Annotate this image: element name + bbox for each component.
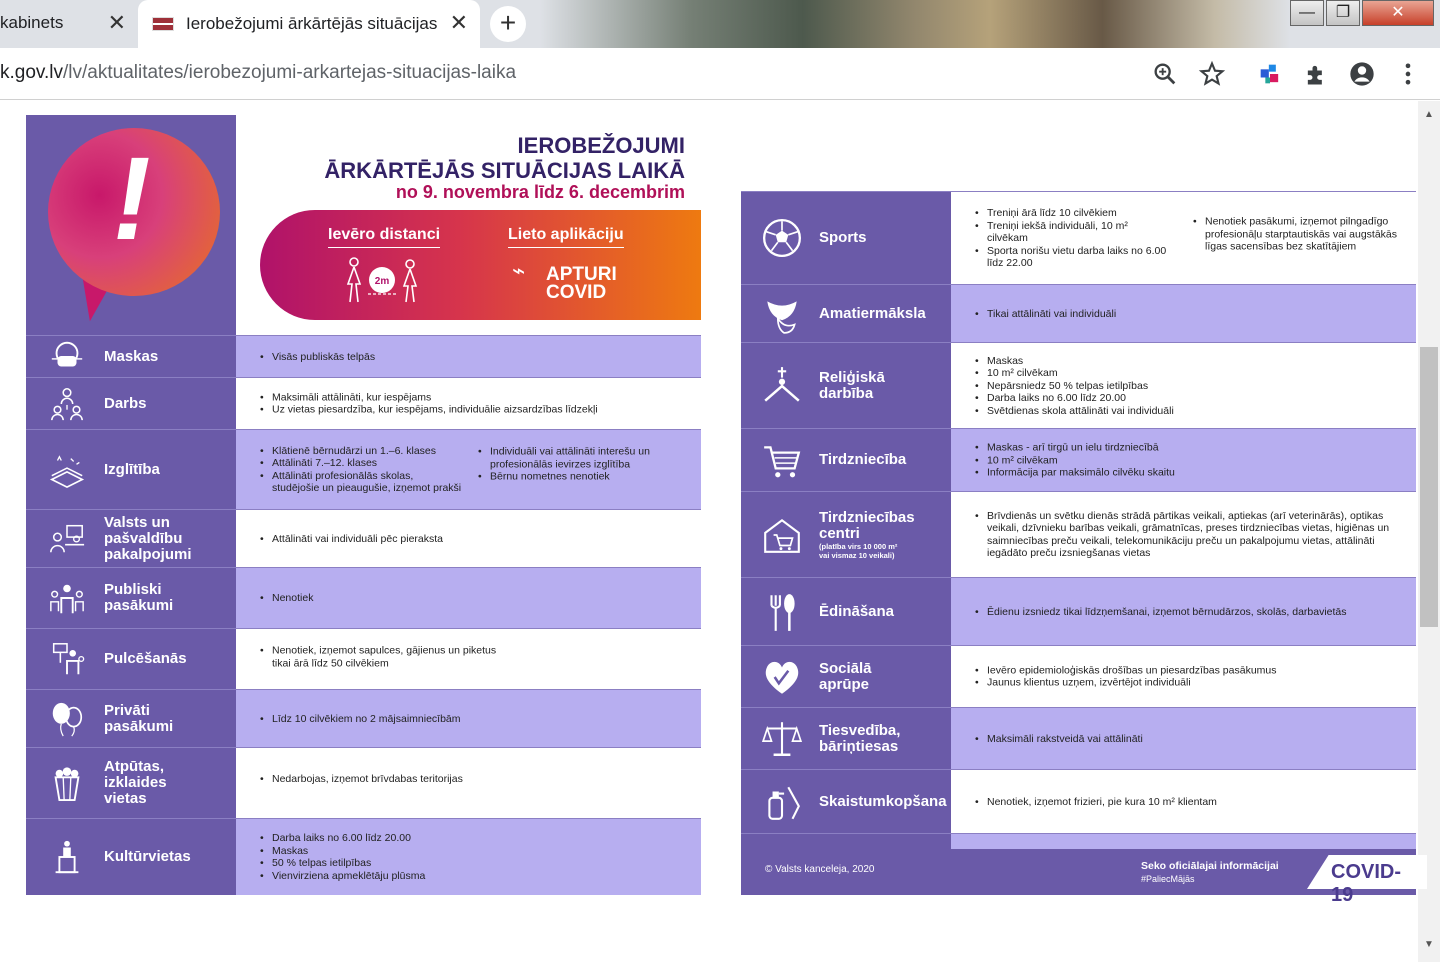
distance-people-icon — [342, 254, 422, 306]
tab-close-icon[interactable]: ✕ — [107, 10, 126, 35]
category-name: Darbs — [104, 394, 147, 412]
book-icon — [48, 451, 86, 489]
infographic-date-range: no 9. novembra līdz 6. decembrim — [395, 182, 685, 202]
url-host: k.gov.lv — [0, 62, 64, 83]
rule-list — [987, 605, 1347, 618]
rule-item: • Ievēro epidemioloģiskās drošības un piesardzības pasākumus — [987, 664, 1277, 677]
tab-close-icon[interactable]: ✕ — [449, 10, 468, 35]
advice-banner — [260, 210, 701, 320]
prayer-icon — [761, 365, 803, 407]
rule-item: • Treniņi ārā līdz 10 cilvēkiem — [987, 207, 1167, 220]
rule-item: • Nedarbojas, izņemot brīvdabas teritorijas — [272, 773, 463, 786]
row-publiski-pasakumi — [26, 567, 701, 628]
row-edinasana — [741, 577, 1416, 645]
rule-cell — [951, 646, 1416, 707]
category-cell — [741, 770, 951, 833]
scroll-down-icon[interactable]: ▼ — [1424, 939, 1434, 950]
tab-title: kabinets — [0, 13, 64, 32]
scroll-up-icon[interactable]: ▲ — [1424, 109, 1434, 120]
rule-item: • Tikai attālināti vai individuāli — [987, 307, 1116, 320]
category-cell — [26, 819, 236, 895]
rule-item: • Sporta norišu vietu darba laiks no 6.00 līdz 22.00 — [987, 244, 1167, 269]
tab-strip — [0, 0, 1440, 48]
rule-cell — [236, 430, 701, 509]
banner-distance-label: Ievēro distanci — [328, 226, 440, 248]
rule-list-2 — [490, 445, 680, 483]
balloons-icon — [48, 700, 86, 738]
rule-item: • Darba laiks no 6.00 līdz 20.00 — [272, 832, 425, 845]
extension-color-icon[interactable] — [1256, 60, 1284, 88]
rule-item: • Uz vietas piesardzība, kur iespējams, individuālie aizsardzības līdzekļi — [272, 404, 598, 417]
hashtag: #PaliecMājās — [1141, 874, 1195, 884]
category-name: Privāti pasākumi — [104, 701, 174, 735]
rule-cell — [236, 568, 701, 628]
rule-cell — [236, 378, 701, 429]
row-pulcesanas — [26, 628, 701, 689]
infographic-title-line2: ĀRKĀRTĒJĀS SITUĀCIJAS LAIKĀ — [324, 158, 685, 183]
row-spacer — [741, 833, 1416, 849]
workers-icon — [48, 385, 86, 423]
row-valsts-pakalpojumi — [26, 509, 701, 567]
category-name: Ēdināšana — [819, 602, 895, 620]
rule-item: • Nenotiek pasākumi, izņemot pilngadīgo profesionāļu starptautiskās vai augstākās līgas sacensības bez skatītājiem — [1205, 215, 1405, 253]
crowd-icon — [48, 579, 86, 617]
category-name: Atpūtas, izklaides vietas — [104, 758, 167, 807]
rule-list — [272, 592, 313, 605]
category-name: Tiesvedība, bāriņtiesas — [819, 721, 901, 755]
rule-list-2 — [1205, 215, 1405, 253]
cutlery-icon — [761, 591, 803, 633]
category-cell — [26, 430, 236, 509]
category-cell — [741, 285, 951, 342]
category-name: Skaistumkopšana — [819, 792, 947, 810]
rule-list — [272, 645, 502, 670]
page-scrollbar[interactable] — [1418, 101, 1440, 962]
apturi-covid-logo — [546, 266, 617, 302]
star-icon[interactable] — [1198, 60, 1226, 88]
rule-item: • Maksimāli rakstveidā vai attālināti — [987, 732, 1143, 745]
rule-list — [987, 207, 1167, 270]
rule-cell — [236, 510, 701, 567]
rule-cell — [236, 819, 701, 895]
rule-item: • Informācija par maksimālo cilvēku skaitu — [987, 466, 1175, 479]
category-cell — [26, 748, 236, 818]
rule-item: • Maskas — [987, 354, 1174, 367]
rule-item: • Maskas — [272, 845, 425, 858]
follow-text: Seko oficiālajai informācijai — [1141, 860, 1279, 872]
category-name: Tirdzniecība — [819, 451, 907, 468]
category-cell — [741, 708, 951, 769]
rule-list — [272, 773, 463, 786]
rule-item: • Maskas - arī tirgū un ielu tirdzniecībā — [987, 441, 1175, 454]
popcorn-icon — [48, 764, 86, 802]
zoom-icon[interactable] — [1151, 60, 1179, 88]
rule-cell — [951, 343, 1416, 428]
rule-cell — [236, 748, 701, 818]
row-skaistumkopsana — [741, 769, 1416, 833]
scales-icon — [761, 718, 803, 760]
tab-title: Ierobežojumi ārkārtējās situācijas — [186, 14, 438, 33]
covid19-logo: COVID-19 — [1331, 861, 1401, 906]
tab-kabinets[interactable] — [0, 0, 138, 48]
rule-item: • Nepārsniedz 50 % telpas ietilpības — [987, 379, 1174, 392]
category-cell — [741, 492, 951, 577]
covid-word: COVID — [546, 282, 607, 303]
rule-item: • Darba laiks no 6.00 līdz 20.00 — [987, 392, 1174, 405]
category-cell — [26, 336, 236, 377]
apturi-word: APTURI — [546, 264, 617, 285]
category-cell — [741, 429, 951, 491]
infographic-title-line1: IEROBEŽOJUMI — [517, 133, 685, 158]
rule-item: • Nenotiek, izņemot frizieri, pie kura 10 m² klientam — [987, 795, 1217, 808]
category-cell — [741, 192, 951, 284]
rule-cell — [951, 708, 1416, 769]
protest-icon — [48, 640, 86, 678]
rule-item: • 10 m² cilvēkam — [987, 367, 1174, 380]
category-title: Tirdzniecības centri — [819, 508, 915, 542]
row-amatiermaksla — [741, 284, 1416, 342]
row-darbs — [26, 377, 701, 429]
rule-cell — [236, 690, 701, 747]
rule-item: • Maksimāli attālināti, kur iespējams — [272, 391, 598, 404]
account-icon[interactable] — [1348, 60, 1376, 88]
banner-app-label: Lieto aplikāciju — [508, 226, 624, 248]
rule-list — [987, 354, 1174, 417]
row-sports — [741, 191, 1416, 284]
category-name: Valsts un pašvaldību pakalpojumi — [104, 513, 192, 563]
rule-item: • Nenotiek — [272, 592, 313, 605]
row-sociala-aprupe — [741, 645, 1416, 707]
rule-cell — [951, 429, 1416, 491]
rule-item: • 50 % telpas ietilpības — [272, 857, 425, 870]
row-tirdzniecibas-centri — [741, 491, 1416, 577]
rule-list — [272, 391, 598, 416]
rule-list — [272, 712, 461, 725]
row-privati-pasakumi — [26, 689, 701, 747]
rule-item: • Brīvdienās un svētku dienās strādā pārtikas veikali, aptiekas (arī veterinārās), optikas veikali, dzīvnieku barības veikali, grāmatnīcas, preses tirdzniecības vietas, higiēnas un saimniecības preču veikali, telekomunikāciju preču un pakalpojumu vietas, attālināti iegādāto preču izsniegšanas vietas — [987, 510, 1407, 560]
window-close-button[interactable]: ✕ — [1362, 0, 1434, 26]
address-bar — [0, 48, 1440, 100]
row-religiska-darbiba — [741, 342, 1416, 428]
category-cell — [26, 378, 236, 429]
category-name: Amatiermāksla — [819, 304, 926, 322]
rule-item: • Individuāli vai attālināti interešu un profesionālās ievirzes izglītība — [490, 445, 680, 470]
category-name: Publiski pasākumi — [104, 581, 174, 614]
distance-2m-label: 2m — [374, 276, 390, 287]
rule-list — [987, 664, 1277, 689]
rule-list — [272, 532, 443, 545]
category-cell — [26, 510, 236, 567]
shopping-cart-icon — [761, 439, 803, 481]
row-izglitiba — [26, 429, 701, 509]
rule-item: • Ēdienu izsniedz tikai līdzņemšanai, izņemot bērnudārzos, skolās, darbavietās — [987, 605, 1347, 618]
category-cell — [26, 690, 236, 747]
theatre-mask-icon — [761, 293, 803, 335]
url-field[interactable] — [0, 62, 516, 84]
tab-ierobezojumi[interactable] — [138, 0, 480, 48]
rule-item: • Vienvirziena apmeklētāju plūsma — [272, 870, 425, 883]
copyright: © Valsts kanceleja, 2020 — [765, 864, 875, 875]
category-name — [819, 510, 949, 560]
scroll-thumb[interactable] — [1420, 347, 1438, 627]
rule-item: • Nenotiek, izņemot sapulces, gājienus un piketus tikai ārā līdz 50 cilvēkiem — [272, 645, 502, 670]
category-name: Maskas — [104, 347, 159, 365]
category-cell — [741, 343, 951, 428]
category-subtitle: (platība virs 10 000 m² vai vismaz 10 veikali) — [819, 541, 898, 560]
category-name: Sociālā aprūpe — [819, 659, 872, 693]
url-path: /lv/aktualitates/ierobezojumi-arkartejas-situacijas-laika — [63, 62, 517, 83]
category-cell — [741, 646, 951, 707]
minimize-button[interactable]: — — [1290, 0, 1324, 26]
category-name: Izglītība — [104, 460, 160, 478]
rule-item: • Attālināti profesionālās skolas, studējošie un pieaugušie, izņemot prakši — [272, 470, 462, 495]
category-cell — [741, 578, 951, 645]
row-tiesvediba — [741, 707, 1416, 769]
rule-item: • Bērnu nometnes nenotiek — [490, 470, 680, 483]
rule-list — [272, 832, 425, 882]
monument-icon — [48, 838, 86, 876]
category-cell — [26, 629, 236, 689]
category-name: Sports — [819, 229, 867, 246]
exclamation-icon: ! — [101, 133, 165, 265]
category-name: Kultūrvietas — [104, 848, 191, 865]
new-tab-button[interactable]: + — [490, 6, 526, 42]
rule-item: • Svētdienas skola attālināti vai individuāli — [987, 404, 1174, 417]
rule-item: • Attālināti vai individuāli pēc pieraksta — [272, 532, 443, 545]
menu-icon[interactable] — [1394, 60, 1422, 88]
category-cell — [741, 834, 951, 849]
football-icon — [761, 217, 803, 259]
rule-list — [987, 441, 1175, 479]
row-tirdznieciba — [741, 428, 1416, 491]
puzzle-icon[interactable] — [1302, 60, 1330, 88]
row-atputas-vietas — [26, 747, 701, 818]
latvian-flag-icon — [152, 17, 174, 31]
rule-item: • Treniņi iekšā individuāli, 10 m² cilvēkam — [987, 219, 1167, 244]
rule-cell — [951, 192, 1416, 284]
rule-item: • Līdz 10 cilvēkiem no 2 mājsaimniecībām — [272, 712, 461, 725]
rule-item: • Attālināti 7.–12. klases — [272, 457, 462, 470]
row-maskas — [26, 335, 701, 377]
rule-item: • Visās publiskās telpās — [272, 350, 375, 363]
row-kulturvietas — [26, 818, 701, 895]
rule-item: • Jaunus klientus uzņem, izvērtējot individuāli — [987, 677, 1277, 690]
hair-spray-icon — [761, 781, 803, 823]
rule-cell — [951, 834, 1416, 849]
service-desk-icon — [48, 520, 86, 558]
category-name: Reliģiskā darbība — [819, 368, 885, 402]
rule-cell — [236, 336, 701, 377]
heart-hand-icon — [761, 656, 803, 698]
category-cell — [26, 568, 236, 628]
titlebar-background-photo — [540, 0, 1290, 48]
rule-cell — [236, 629, 701, 689]
rule-list — [987, 795, 1217, 808]
rule-cell — [951, 492, 1416, 577]
rule-list — [272, 445, 462, 495]
infographic-footer — [741, 849, 1416, 906]
shopping-mall-icon — [761, 514, 803, 556]
apturi-app-icon: ⌁ — [512, 258, 526, 283]
rule-cell — [951, 285, 1416, 342]
rule-list — [987, 732, 1143, 745]
rule-cell — [951, 578, 1416, 645]
rule-cell — [951, 770, 1416, 833]
rule-list — [987, 510, 1407, 560]
mask-icon — [48, 338, 86, 376]
rule-list — [272, 350, 375, 363]
follow-info — [1141, 860, 1279, 886]
maximize-button[interactable]: ❐ — [1326, 0, 1360, 26]
rule-item: • 10 m² cilvēkam — [987, 454, 1175, 467]
rule-item: • Klātienē bērnudārzi un 1.–6. klases — [272, 445, 462, 458]
rule-list — [987, 307, 1116, 320]
category-name: Pulcēšanās — [104, 650, 187, 667]
